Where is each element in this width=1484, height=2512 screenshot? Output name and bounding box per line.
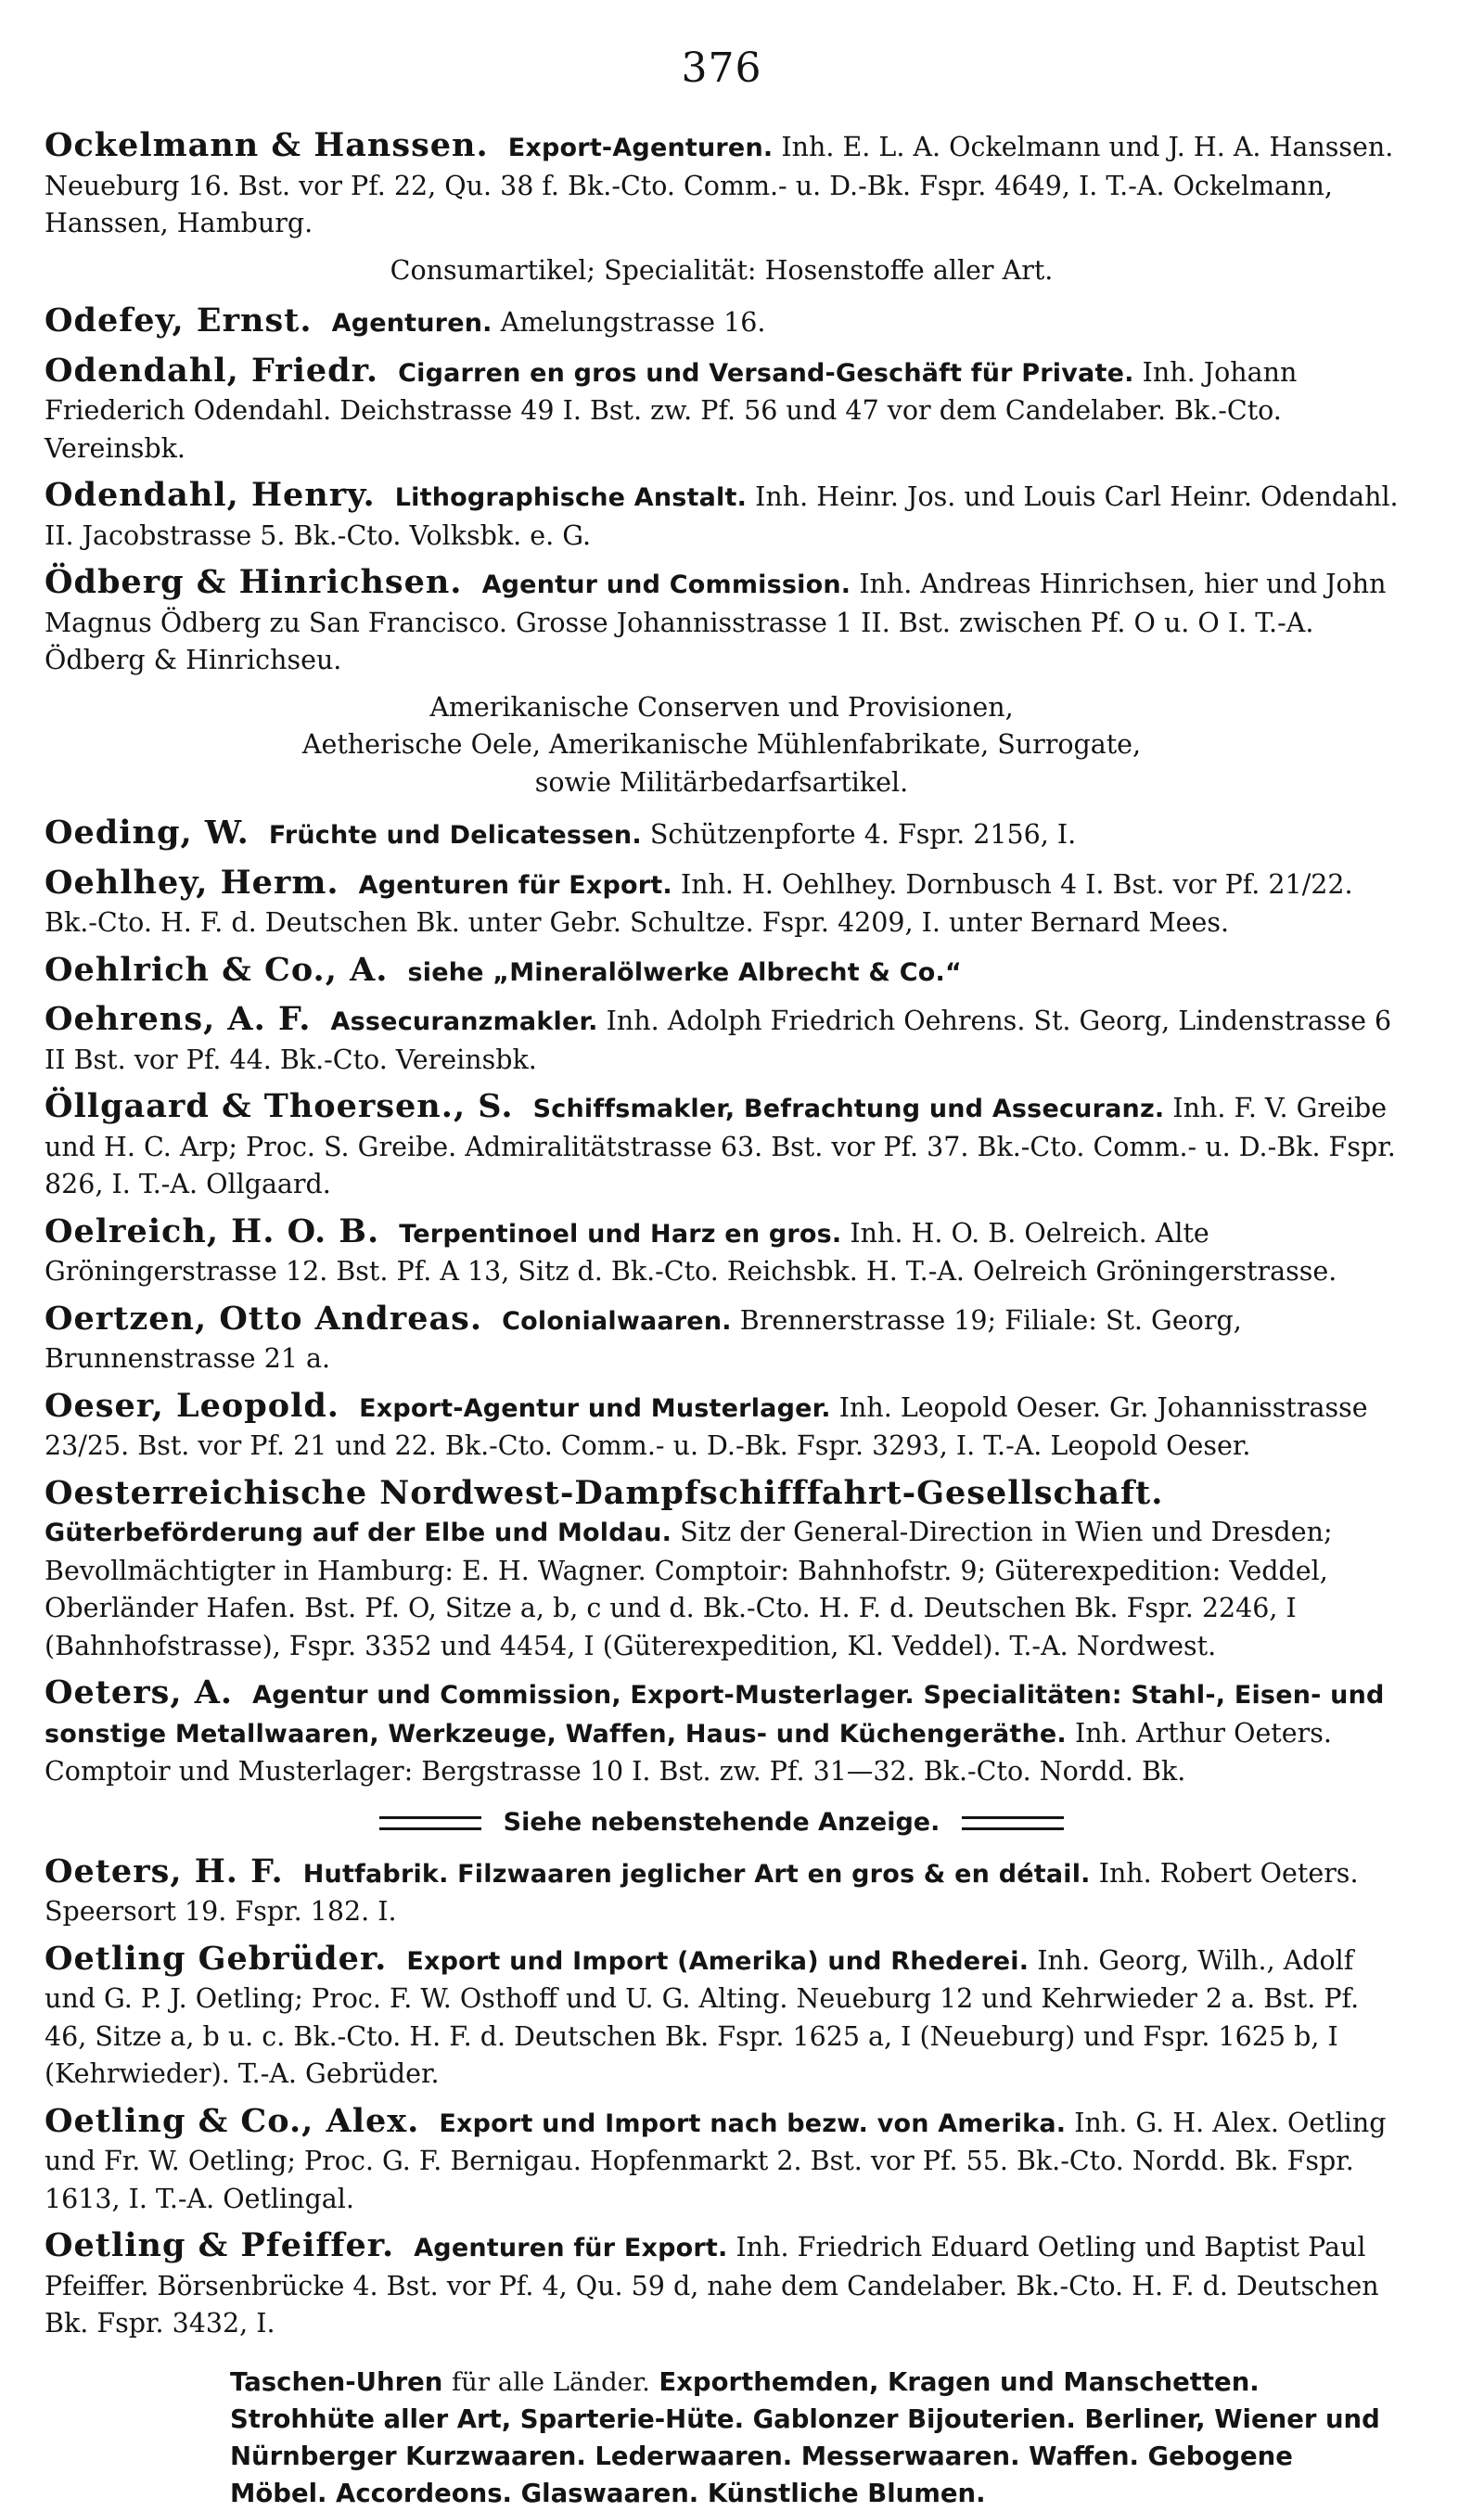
entry-business: Export und Import nach bezw. von Amerika. bbox=[439, 2108, 1067, 2138]
entry-name: Oehrens, A. F. bbox=[45, 1000, 312, 1038]
entry-details: Inh. Heinr. Jos. und Louis Carl Heinr. Odendahl. II. Jacobstrasse 5. Bk.-Cto. Volksbk. e. G. bbox=[45, 481, 1399, 551]
entry-business: Hutfabrik. Filzwaaren jeglicher Art en gros & en détail. bbox=[302, 1859, 1091, 1889]
double-rule-right bbox=[962, 1816, 1064, 1830]
entry-name: Oehlrich & Co., A. bbox=[45, 950, 389, 989]
entry-details: Schützenpforte 4. Fspr. 2156, I. bbox=[649, 819, 1077, 850]
entry-name: Oertzen, Otto Andreas. bbox=[45, 1299, 483, 1338]
entry-name: Oesterreichische Nordwest-Dampfschifffahrt-Gesellschaft. bbox=[45, 1473, 1164, 1512]
directory-entry bbox=[45, 1853, 1399, 1931]
advert-block bbox=[45, 2364, 1399, 2512]
advert-notice bbox=[45, 1808, 1399, 1837]
entry-business: Colonialwaaren. bbox=[502, 1306, 732, 1336]
directory-entry bbox=[45, 1001, 1399, 1079]
entry-name: Odendahl, Friedr. bbox=[45, 351, 379, 390]
entry-note-block bbox=[45, 689, 1399, 802]
entry-details: Inh. F. V. Greibe und H. C. Arp; Proc. S. Greibe. Admiralitätstrasse 63. Bst. vor Pf. 37. Bk.-Cto. Comm.- u. D.-Bk. Fspr. 826, I. T.-A. Ollgaard. bbox=[45, 1093, 1396, 1199]
directory-entry bbox=[45, 564, 1399, 680]
entry-details: Inh. Georg, Wilh., Adolf und G. P. J. Oetling; Proc. F. W. Osthoff und U. G. Alting. Neueburg 12 und Kehrwieder 2 a. Bst. Pf. 46, Sitze a, b u. c. Bk.-Cto. H. F. d. Deutschen Bk. Fspr. 1625 a, I (Neueburg) und Fspr. 1625 b, I (Kehrwieder). T.-A. Gebrüder. bbox=[45, 1944, 1360, 2089]
entry-details: Inh. Arthur Oeters. Comptoir und Musterlager: Bergstrasse 10 I. Bst. zw. Pf. 31—32. Bk.-Cto. Nordd. Bk. bbox=[45, 1717, 1332, 1787]
directory-entry bbox=[45, 2227, 1399, 2343]
entry-business: Assecuranzmakler. bbox=[330, 1007, 598, 1036]
directory-entry bbox=[45, 1088, 1399, 1204]
entry-details: Inh. Andreas Hinrichsen, hier und John Magnus Ödberg zu San Francisco. Grosse Johannisstrasse 1 II. Bst. zwischen Pf. O u. O I. T.-A. Ödberg & Hinrichseu. bbox=[45, 569, 1387, 675]
entry-name: Oetling & Co., Alex. bbox=[45, 2101, 420, 2140]
entry-business: Agenturen. bbox=[331, 309, 493, 338]
entry-details: Inh. H. O. B. Oelreich. Alte Gröningerstrasse 12. Bst. Pf. A 13, Sitz d. Bk.-Cto. Reichsbk. H. T.-A. Oelreich Gröningerstrasse. bbox=[45, 1217, 1337, 1287]
entry-name: Ockelmann & Hanssen. bbox=[45, 126, 489, 164]
advert-lead: Taschen-Uhren bbox=[230, 2366, 443, 2397]
directory-entry bbox=[45, 1388, 1399, 1466]
entry-name: Oehlhey, Herm. bbox=[45, 863, 339, 902]
entry-business: Agenturen für Export. bbox=[358, 870, 672, 900]
entry-business: Agenturen für Export. bbox=[414, 2234, 728, 2262]
entry-name: Oelreich, H. O. B. bbox=[45, 1211, 380, 1250]
entry-business: Güterbeförderung auf der Elbe und Moldau. bbox=[45, 1519, 672, 1547]
directory-entry bbox=[45, 1674, 1399, 1791]
entry-name: Öllgaard & Thoersen., S. bbox=[45, 1087, 514, 1125]
entry-details: Amelungstrasse 16. bbox=[500, 307, 766, 338]
entry-business: Terpentinoel und Harz en gros. bbox=[399, 1219, 842, 1249]
directory-entry bbox=[45, 1941, 1399, 2094]
entry-business: Export und Import (Amerika) und Rhederei. bbox=[406, 1946, 1030, 1976]
directory-entry bbox=[45, 1475, 1399, 1666]
entry-details: Inh. E. L. A. Ockelmann und J. H. A. Hanssen. Neueburg 16. Bst. vor Pf. 22, Qu. 38 f. Bk.-Cto. Comm.- u. D.-Bk. Fspr. 4649, I. T.-A. Ockelmann, Hanssen, Hamburg. bbox=[45, 132, 1394, 238]
entry-business: Schiffsmakler, Befrachtung und Assecuranz. bbox=[532, 1095, 1165, 1123]
page-number: 376 bbox=[681, 45, 762, 92]
entry-business: Agentur und Commission. bbox=[481, 570, 851, 599]
directory-entry bbox=[45, 952, 1399, 993]
directory-entry bbox=[45, 2103, 1399, 2219]
entry-name: Oeters, A. bbox=[45, 1673, 234, 1711]
entry-business: Cigarren en gros und Versand-Geschäft für Private. bbox=[398, 358, 1134, 388]
directory-entry bbox=[45, 814, 1399, 855]
entry-details: Inh. Leopold Oeser. Gr. Johannisstrasse 23/25. Bst. vor Pf. 21 und 22. Bk.-Cto. Comm.- u. D.-Bk. Fspr. 3293, I. T.-A. Leopold Oeser. bbox=[45, 1391, 1368, 1461]
entry-details: Inh. Robert Oeters. Speersort 19. Fspr. 182. I. bbox=[45, 1857, 1359, 1927]
entry-name: Odefey, Ernst. bbox=[45, 301, 313, 340]
entry-note-line: Amerikanische Conserven und Provisionen, bbox=[429, 691, 1014, 723]
notice-text: Siehe nebenstehende Anzeige. bbox=[503, 1807, 940, 1837]
entry-business: Lithographische Anstalt. bbox=[394, 483, 748, 512]
entry-name: Oeters, H. F. bbox=[45, 1852, 284, 1890]
entry-note-line: sowie Militärbedarfsartikel. bbox=[534, 766, 909, 798]
entry-details: Brennerstrasse 19; Filiale: St. Georg, Brunnenstrasse 21 a. bbox=[45, 1304, 1242, 1374]
directory-entry bbox=[45, 127, 1399, 243]
entry-business: siehe „Mineralölwerke Albrecht & Co.“ bbox=[407, 957, 962, 987]
directory-entry bbox=[45, 1213, 1399, 1291]
directory-entry bbox=[45, 302, 1399, 343]
entry-details: Inh. Adolph Friedrich Oehrens. St. Georg, Lindenstrasse 6 II Bst. vor Pf. 44. Bk.-Cto. Vereinsbk. bbox=[45, 1006, 1392, 1075]
directory-entry bbox=[45, 477, 1399, 555]
entry-details: Inh. Friedrich Eduard Oetling und Baptist Paul Pfeiffer. Börsenbrücke 4. Bst. vor Pf. 4, Qu. 59 d, nahe dem Candelaber. Bk.-Cto. H. F. d. Deutschen Bk. Fspr. 3432, I. bbox=[45, 2232, 1379, 2339]
entry-details: Inh. G. H. Alex. Oetling und Fr. W. Oetling; Proc. G. F. Bernigau. Hopfenmarkt 2. Bst. vor Pf. 55. Bk.-Cto. Nordd. Bk. Fspr. 1613, I. T.-A. Oetlingal. bbox=[45, 2107, 1387, 2214]
entry-name: Odendahl, Henry. bbox=[45, 476, 376, 514]
entry-details: Sitz der General-Direction in Wien und Dresden; Bevollmächtigter in Hamburg: E. H. Wagner. Comptoir: Bahnhofstr. 9; Güterexpedition: Veddel, Oberländer Hafen. Bst. Pf. O, Sitze a, b, c und d. Bk.-Cto. H. F. d. Deutschen Bk. Fspr. 2246, I (Bahnhofstrasse), Fspr. 3352 und 4454, I (Güterexpedition, Kl. Veddel). T.-A. Nordwest. bbox=[45, 1517, 1333, 1661]
advert-text: Exporthemden, Kragen und Manschetten. Strohhüte aller Art, Sparterie-Hüte. Gablonzer Bijouterien. Berliner, Wiener und Nürnberger Kurzwaaren. Lederwaaren. Messerwaaren. Waffen. Gebogene Möbel. Accordeons. Glaswaaren. Künstliche Blumen. bbox=[230, 2366, 1380, 2508]
entry-details: Inh. Johann Friederich Odendahl. Deichstrasse 49 I. Bst. zw. Pf. 56 und 47 vor dem Candelaber. Bk.-Cto. Vereinsbk. bbox=[45, 356, 1298, 464]
entry-name: Oeding, W. bbox=[45, 814, 249, 852]
entry-name: Oetling & Pfeiffer. bbox=[45, 2226, 395, 2264]
entry-business: Export-Agenturen. bbox=[507, 134, 774, 162]
advert-lead-rest: für alle Länder. bbox=[451, 2366, 650, 2397]
entry-note-line: Aetherische Oele, Amerikanische Mühlenfabrikate, Surrogate, bbox=[301, 729, 1142, 760]
directory-entry bbox=[45, 1301, 1399, 1378]
entry-business: Früchte und Delicatessen. bbox=[268, 821, 642, 850]
double-rule-left bbox=[379, 1816, 481, 1830]
directory-entry bbox=[45, 865, 1399, 942]
entry-name: Oeser, Leopold. bbox=[45, 1386, 339, 1425]
entry-business: Export-Agentur und Musterlager. bbox=[359, 1393, 831, 1423]
directory-entry bbox=[45, 352, 1399, 468]
entry-name: Oetling Gebrüder. bbox=[45, 1939, 388, 1978]
entry-name: Ödberg & Hinrichsen. bbox=[45, 563, 463, 601]
entry-details: Inh. H. Oehlhey. Dornbusch 4 I. Bst. vor Pf. 21/22. Bk.-Cto. H. F. d. Deutschen Bk. unter Gebr. Schultze. Fspr. 4209, I. unter Bernard Mees. bbox=[45, 868, 1353, 938]
entry-business: Agentur und Commission, Export-Musterlager. Specialitäten: Stahl-, Eisen- und sonstige Metallwaaren, Werkzeuge, Waffen, Haus- und Küchengeräthe. bbox=[45, 1681, 1385, 1749]
entry-note: Consumartikel; Specialität: Hosenstoffe aller Art. bbox=[390, 254, 1054, 286]
